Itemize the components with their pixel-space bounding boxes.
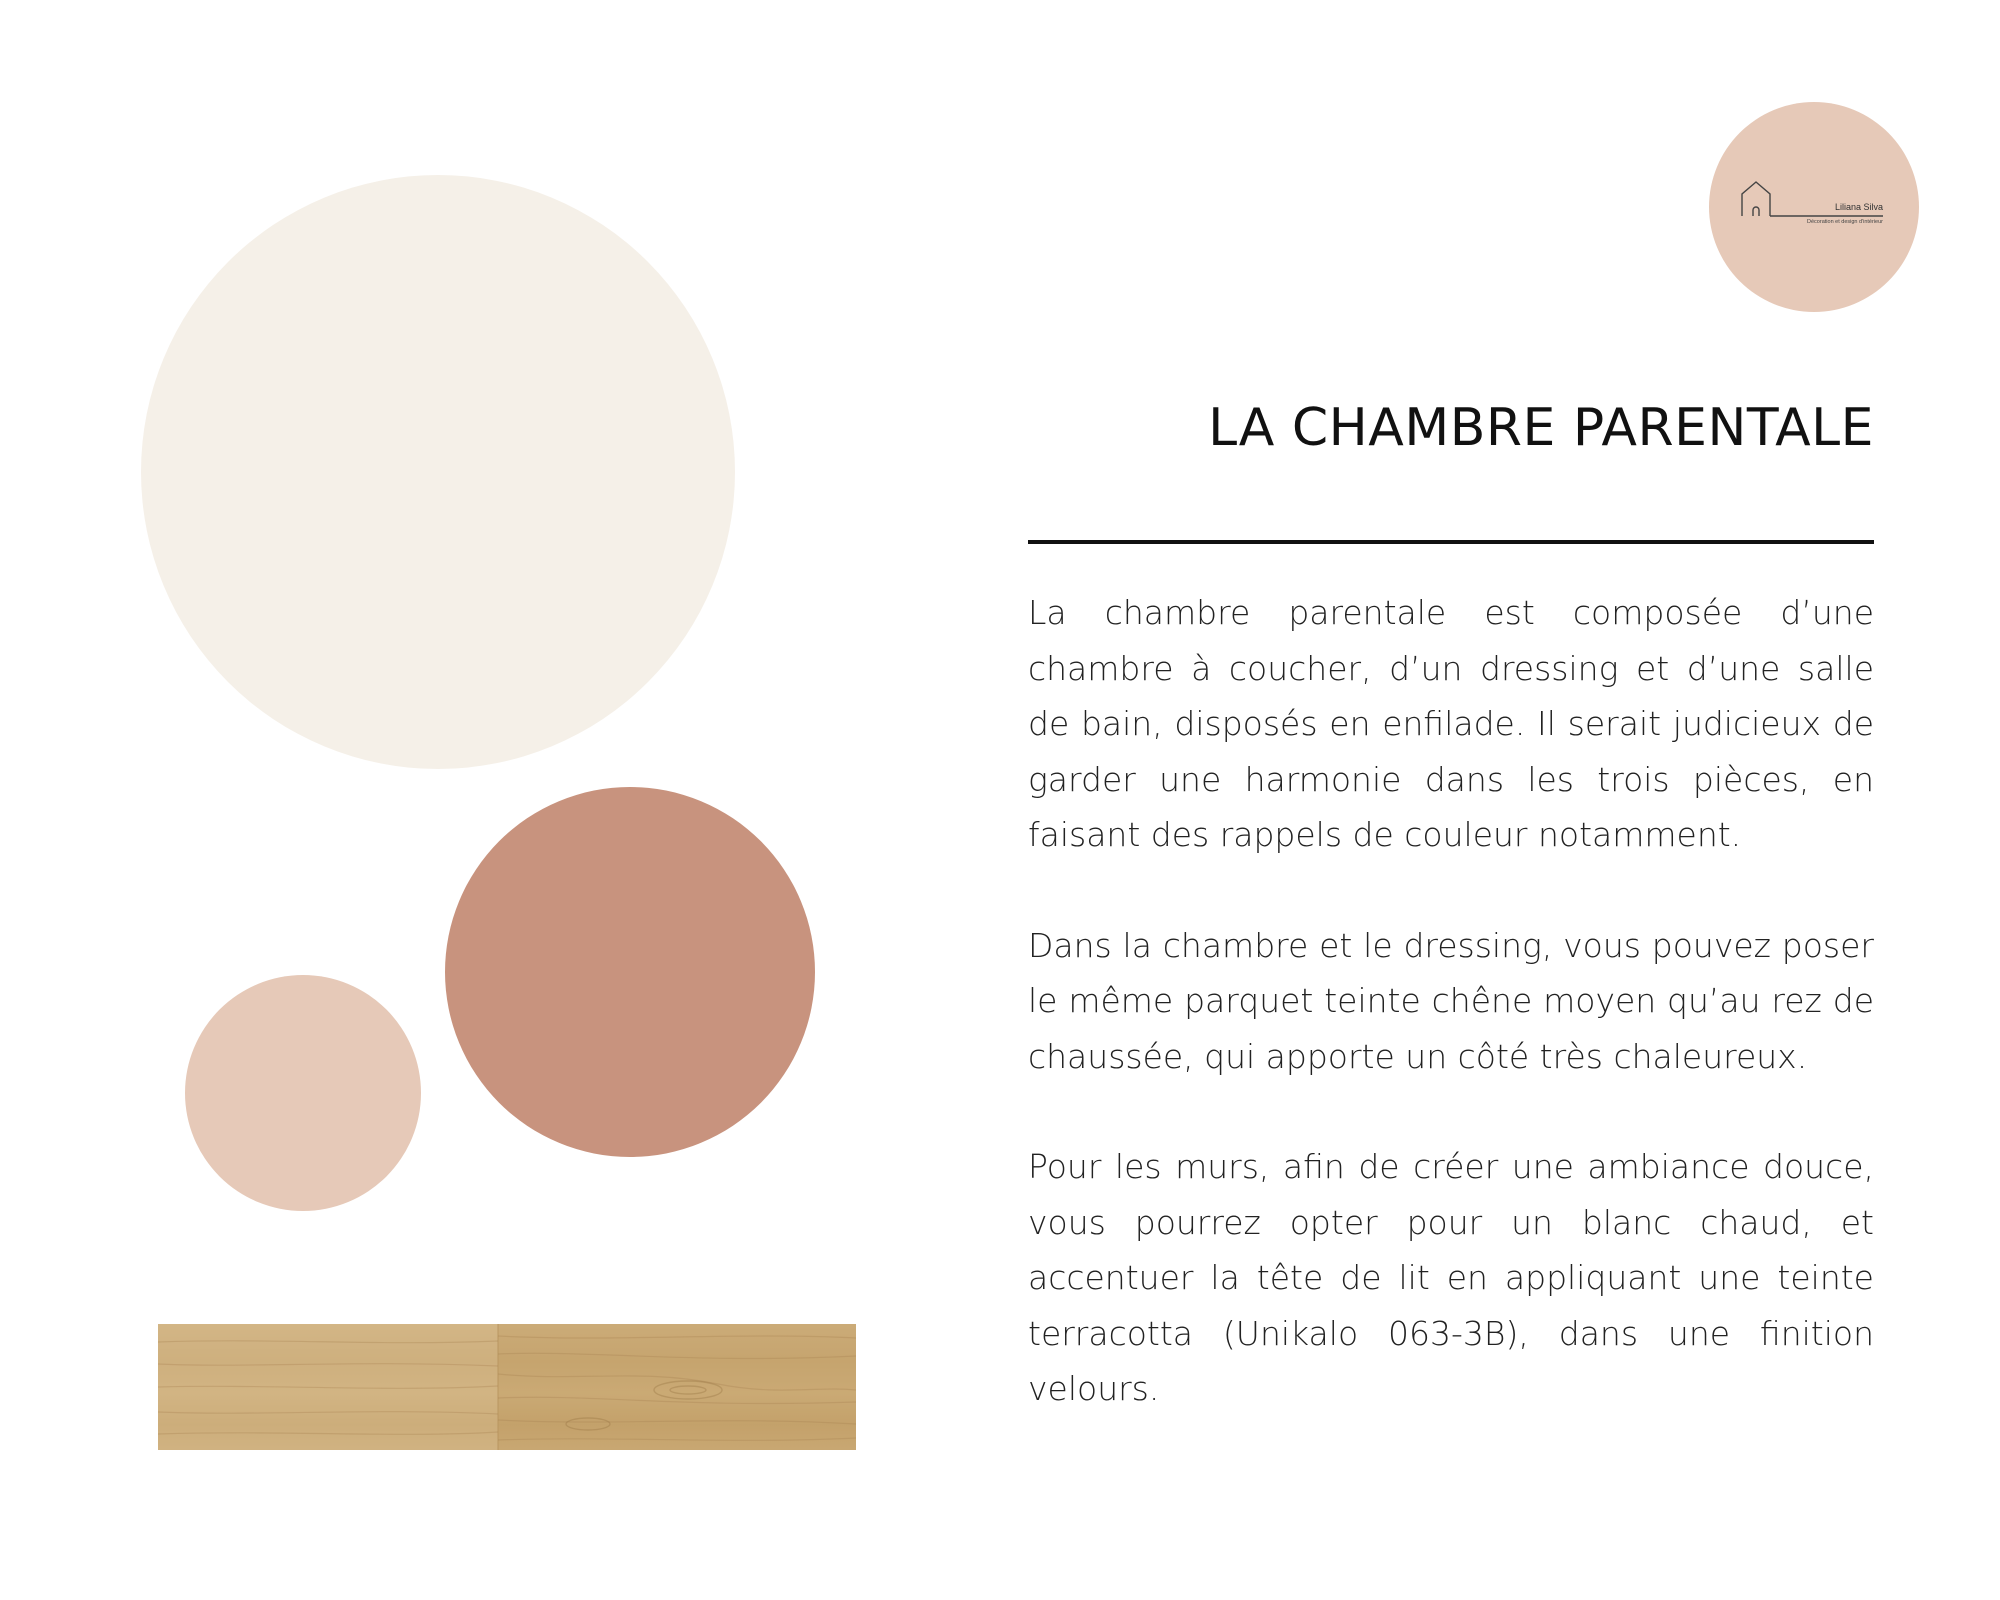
page-title: LA CHAMBRE PARENTALE [1208, 398, 1874, 458]
paragraph-layout: La chambre parentale est composée d’une chambre à coucher, d’un dressing et d’une salle de bain, disposés en enfilade. Il serait judicieux de garder une harmonie dans les trois pièces, en faisant des rappels de couleur notamment. [1028, 593, 1874, 854]
description-text [1028, 585, 1874, 1417]
title-divider [1028, 540, 1874, 544]
brand-logo [1709, 102, 1919, 312]
color-swatch-blush [185, 975, 421, 1211]
paragraph-flooring: Dans la chambre et le dressing, vous pouvez poser le même parquet teinte chêne moyen qu’au rez de chaussée, qui apporte un côté très chaleureux. [1028, 925, 1874, 1076]
logo-tagline: Décoration et design d'intérieur [1807, 219, 1883, 225]
paragraph-walls: Pour les murs, afin de créer une ambiance douce, vous pourrez opter pour un blanc chaud, et accentuer la tête de lit en appliquant une teinte terracotta (Unikalo 063-3B), dans une finition velours. [1028, 1147, 1874, 1408]
color-swatch-warm-white [141, 175, 735, 769]
color-swatch-terracotta [445, 787, 815, 1157]
oak-parquet-sample [158, 1324, 856, 1450]
logo-name: Liliana Silva [1834, 202, 1883, 212]
